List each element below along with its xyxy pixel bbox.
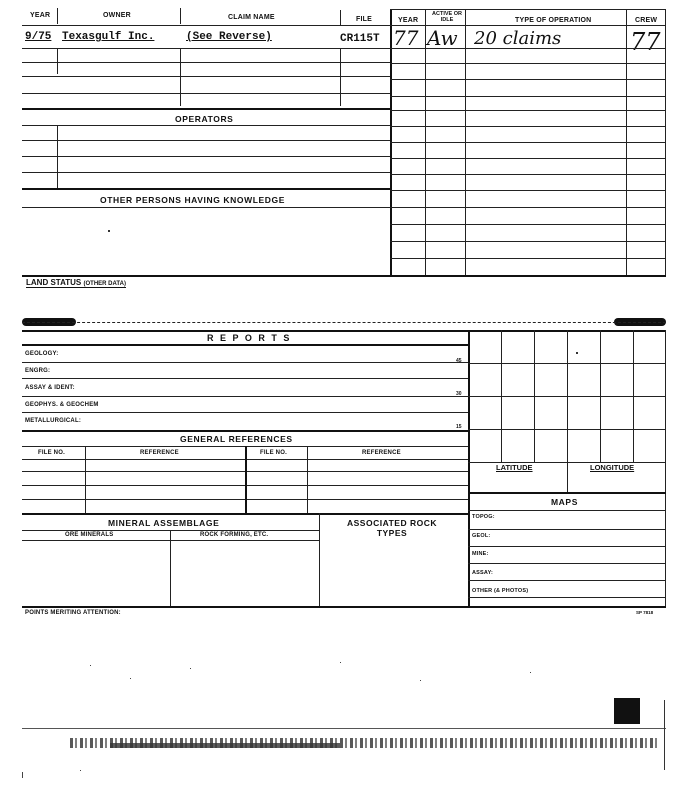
maps-heading: MAPS (551, 497, 578, 507)
row-line (22, 207, 390, 208)
row-line (22, 76, 390, 77)
row-line (22, 62, 390, 63)
map-other: OTHER (& PHOTOS) (472, 588, 529, 594)
right-row-line (390, 258, 666, 259)
form-number: SP 7818 (636, 610, 654, 615)
speck (130, 678, 131, 679)
row-line (22, 430, 468, 432)
top-block-bottom (22, 275, 666, 277)
speck (80, 770, 81, 771)
report-geology-num: 45 (456, 358, 462, 364)
right-block-divider (468, 330, 470, 606)
rock-forming-label: ROCK FORMING, ETC. (200, 532, 269, 538)
header-owner: OWNER (103, 12, 131, 19)
right-row-line (390, 190, 666, 191)
speck (22, 772, 23, 778)
speck (108, 230, 110, 232)
entry-handwritten-operation: 20 claims (474, 28, 562, 49)
header-year-2: YEAR (398, 17, 419, 24)
bottom-line (468, 606, 666, 608)
grid-row (468, 429, 666, 430)
speck (420, 680, 421, 681)
report-geology: GEOLOGY: (25, 351, 59, 357)
map-mine: MINE: (472, 551, 489, 557)
header-divider (57, 8, 58, 24)
scan-artifact-edge (664, 700, 665, 770)
right-row-line (390, 126, 666, 127)
row-line (22, 125, 390, 126)
row-line (468, 563, 666, 564)
col-line (245, 446, 247, 513)
land-status-label: LAND STATUS (26, 278, 82, 287)
speck (340, 662, 341, 663)
row-line (22, 140, 390, 141)
speck (90, 665, 91, 666)
speck (530, 672, 531, 673)
right-row-line (390, 96, 666, 97)
col-line (57, 48, 58, 74)
entry-handwritten-year: 77 (393, 26, 419, 50)
report-engrg: ENGRG: (25, 368, 51, 374)
ref-file-no-1: FILE NO. (38, 450, 65, 456)
right-row-line (390, 110, 666, 111)
col-line (340, 48, 341, 106)
entry-year: 9/75 (25, 31, 52, 43)
scan-artifact-block (614, 698, 640, 724)
right-row-line (390, 48, 666, 49)
row-line (22, 172, 390, 173)
right-block-border (665, 330, 666, 606)
maps-underline (468, 510, 666, 511)
map-geol: GEOL: (472, 533, 491, 539)
speck (190, 668, 191, 669)
header-divider (340, 10, 341, 26)
right-row-line (390, 79, 666, 80)
col-line (180, 48, 181, 106)
header-crew: CREW (635, 17, 658, 24)
scan-artifact-smudge (110, 743, 340, 748)
row-line (468, 597, 666, 598)
right-row-line (390, 207, 666, 208)
header-underline (22, 25, 666, 26)
entry-handwritten-status: Aw (427, 26, 458, 50)
other-persons-heading: OTHER PERSONS HAVING KNOWLEDGE (100, 195, 286, 205)
ref-reference-1: REFERENCE (140, 450, 179, 456)
row-line (22, 412, 468, 413)
reports-heading: R E P O R T S (207, 333, 292, 343)
right-row-line (390, 142, 666, 143)
latitude-label: LATITUDE (496, 463, 533, 472)
row-line (22, 108, 390, 110)
scan-artifact-line (22, 728, 666, 729)
row-line (468, 546, 666, 547)
map-topog: TOPOG: (472, 514, 495, 520)
reports-underline (22, 344, 468, 346)
right-row-line (390, 63, 666, 64)
divider-line (22, 322, 666, 323)
associated-rock-types-heading: ASSOCIATED ROCK TYPES (347, 518, 437, 538)
general-references-heading: GENERAL REFERENCES (180, 434, 293, 444)
col-line (319, 513, 320, 606)
right-row-line (390, 158, 666, 159)
entry-owner: Texasgulf Inc. (62, 31, 155, 43)
longitude-label: LONGITUDE (590, 463, 635, 472)
report-metallurgical-num: 15 (456, 424, 462, 430)
right-row-line (390, 241, 666, 242)
ref-file-no-2: FILE NO. (260, 450, 287, 456)
col-line (57, 125, 58, 188)
entry-handwritten-crew: 77 (630, 28, 661, 56)
entry-claim-name: (See Reverse) (186, 31, 272, 43)
row-line (22, 48, 390, 49)
report-assay-num: 30 (456, 391, 462, 397)
col-line (85, 446, 86, 513)
grid-row (468, 396, 666, 397)
points-meriting-attention: POINTS MERITING ATTENTION: (25, 610, 121, 616)
header-year: YEAR (30, 12, 51, 19)
row-line (22, 362, 468, 363)
header-file: FILE (356, 16, 372, 23)
grid-row (468, 492, 666, 494)
report-geophys: GEOPHYS. & GEOCHEM (25, 402, 99, 408)
crew-column-line (626, 10, 627, 276)
row-line (468, 580, 666, 581)
land-status-sub: (OTHER DATA) (83, 281, 126, 287)
year-column-line (425, 10, 426, 276)
row-line (22, 188, 390, 190)
col-line (307, 446, 308, 513)
operators-heading: OPERATORS (175, 114, 234, 124)
header-type-of-operation: TYPE OF OPERATION (515, 17, 592, 24)
bottom-line (22, 606, 468, 608)
header-divider (180, 8, 181, 24)
row-line (22, 396, 468, 397)
active-column-line (465, 10, 466, 276)
report-metallurgical: METALLURGICAL: (25, 418, 82, 424)
ore-minerals-label: ORE MINERALS (65, 532, 114, 538)
row-line (22, 513, 468, 515)
middle-divider (390, 10, 392, 276)
entry-file: CR115T (340, 33, 380, 45)
speck (576, 352, 578, 354)
mineral-assemblage-heading: MINERAL ASSEMBLAGE (108, 518, 220, 528)
row-line (468, 529, 666, 530)
grid-row (468, 363, 666, 364)
col-line (170, 530, 171, 606)
header-active-or-idle: ACTIVE OR IDLE (432, 11, 462, 23)
right-border (665, 10, 666, 276)
ref-reference-2: REFERENCE (362, 450, 401, 456)
right-row-line (390, 174, 666, 175)
row-line (22, 378, 468, 379)
row-line (22, 93, 390, 94)
header-topline (390, 9, 666, 10)
header-claim-name: CLAIM NAME (228, 14, 275, 21)
map-assay: ASSAY: (472, 570, 494, 576)
right-row-line (390, 224, 666, 225)
reports-topline (22, 330, 666, 332)
land-status-heading (26, 278, 126, 288)
grid-col (567, 330, 568, 492)
report-assay: ASSAY & IDENT: (25, 385, 75, 391)
row-line (22, 156, 390, 157)
